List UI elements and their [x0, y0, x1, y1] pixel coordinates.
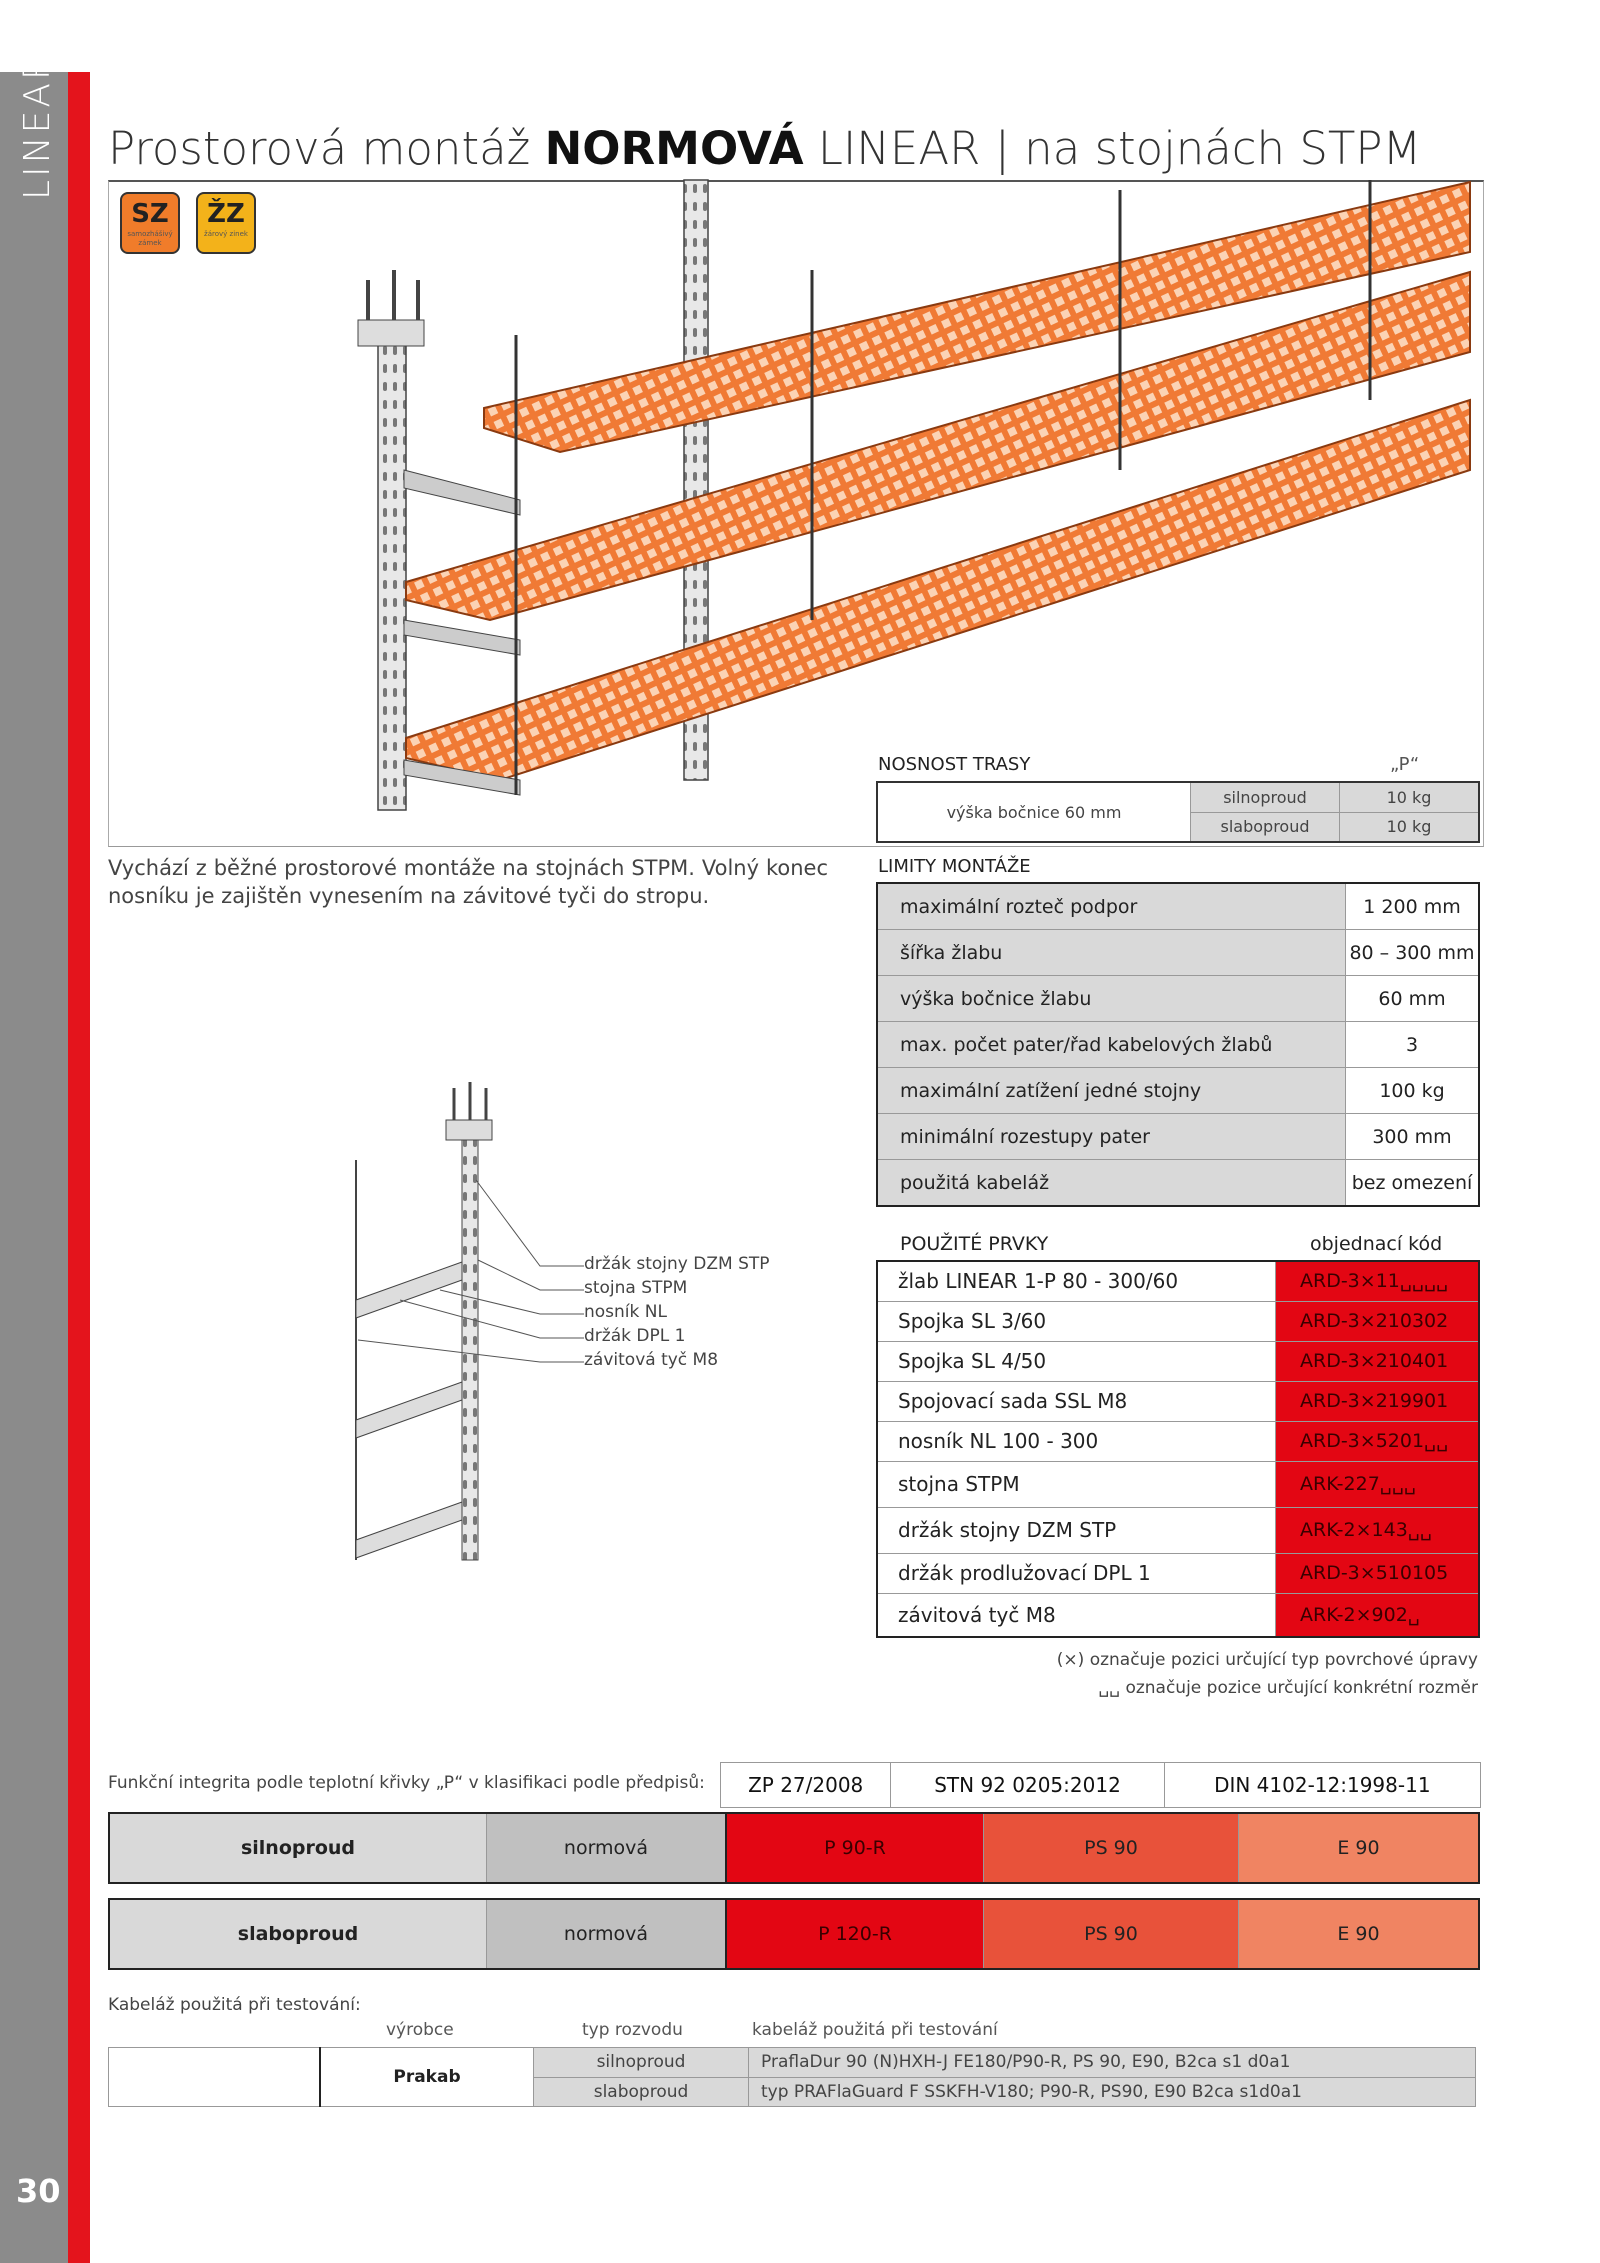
kabelaz-label: Kabeláž použitá při testování: [108, 1995, 361, 2015]
prvek-code: ARK-2×902␣ [1276, 1593, 1480, 1637]
fi-value-stn: PS 90 [984, 1899, 1239, 1969]
limity-row [877, 1114, 1479, 1160]
kab-type: slaboproud [534, 2077, 749, 2107]
limity-label: maximální rozteč podpor [877, 883, 1346, 930]
standard-din: DIN 4102-12:1998-11 [1164, 1763, 1480, 1808]
prvek-code: ARK-2×143␣␣ [1276, 1507, 1480, 1553]
fi-mode: normová [487, 1899, 727, 1969]
fi-value-zp: P 120-R [726, 1899, 984, 1969]
prvek-label: držák prodlužovací DPL 1 [877, 1553, 1276, 1593]
limity-value: 60 mm [1346, 976, 1480, 1022]
prvek-label: závitová tyč M8 [877, 1593, 1276, 1637]
funkcni-row-slaboproud [108, 1898, 1480, 1970]
limity-value: 100 kg [1346, 1068, 1480, 1114]
prvky-row [877, 1421, 1479, 1461]
limity-label: maximální zatížení jedné stojny [877, 1068, 1346, 1114]
badge-code: ŽZ [207, 199, 245, 229]
limity-title: LIMITY MONTÁŽE [878, 856, 1031, 877]
prvky-row [877, 1301, 1479, 1341]
funkcni-label: Funkční integrita podle teplotní křivky „P“ v klasifikaci podle předpisů: [108, 1773, 705, 1793]
fi-value-stn: PS 90 [984, 1813, 1239, 1883]
prvek-code: ARD-3×210401 [1276, 1341, 1480, 1381]
prvek-label: nosník NL 100 - 300 [877, 1421, 1276, 1461]
kab-type: silnoproud [534, 2048, 749, 2078]
badge-code: SZ [131, 199, 169, 229]
fi-value-zp: P 90-R [726, 1813, 984, 1883]
prvek-label: Spojka SL 3/60 [877, 1301, 1276, 1341]
prvek-label: Spojka SL 4/50 [877, 1341, 1276, 1381]
callout-nosnik: nosník NL [584, 1302, 667, 1322]
prvek-label: držák stojny DZM STP [877, 1507, 1276, 1553]
title-part-2: LINEAR | na stojnách STPM [803, 122, 1422, 175]
prvek-label: stojna STPM [877, 1461, 1276, 1507]
standard-stn: STN 92 0205:2012 [891, 1763, 1164, 1808]
prvek-code: ARD-3×510105 [1276, 1553, 1480, 1593]
prvek-code: ARK-227␣␣␣ [1276, 1461, 1480, 1507]
page-number: 30 [16, 2172, 61, 2210]
kab-cable: PraflaDur 90 (N)HXH-J FE180/P90-R, PS 90, E90, B2ca s1 d0a1 [749, 2048, 1476, 2078]
detail-post [462, 1140, 478, 1560]
kab-cable: typ PRAFlaGuard F SSKFH-V180; P90-R, PS90, E90 B2ca s1d0a1 [749, 2077, 1476, 2107]
nosnost-type: silnoproud [1191, 782, 1340, 812]
note-surface: (×) označuje pozici určující typ povrchové úpravy [1056, 1650, 1478, 1670]
kabelaz-header-typ: typ rozvodu [582, 2020, 683, 2040]
nosnost-value: 10 kg [1340, 782, 1480, 812]
limity-value: 3 [1346, 1022, 1480, 1068]
callout-drzak-stojny: držák stojny DZM STP [584, 1254, 770, 1274]
prvek-code: ARD-3×210302 [1276, 1301, 1480, 1341]
prvky-row [877, 1553, 1479, 1593]
prvek-code: ARD-3×219901 [1276, 1381, 1480, 1421]
prvky-row [877, 1261, 1479, 1301]
limity-row [877, 976, 1479, 1022]
post-front [378, 340, 406, 810]
nosnost-col-header: „P“ [1390, 754, 1420, 775]
kab-empty-cell [109, 2048, 321, 2107]
badge-caption: samozhášivý zámek [127, 230, 173, 247]
fi-type: slaboproud [109, 1899, 487, 1969]
limity-row [877, 883, 1479, 930]
prvky-code-header: objednací kód [1310, 1233, 1443, 1255]
funkcni-row-silnoproud [108, 1812, 1480, 1884]
fi-value-din: E 90 [1239, 1813, 1480, 1883]
prvky-row [877, 1381, 1479, 1421]
nosnost-value: 10 kg [1340, 812, 1480, 842]
kab-vyrobce: Prakab [320, 2048, 534, 2107]
standard-zp: ZP 27/2008 [721, 1763, 891, 1808]
title-part-1: Prostorová montáž [108, 122, 545, 175]
limity-table [876, 882, 1480, 1207]
nosnost-row-label: výška bočnice 60 mm [877, 782, 1191, 842]
title-bold: NORMOVÁ [544, 122, 804, 175]
description: Vychází z běžné prostorové montáže na stojnách STPM. Volný konec nosníku je zajištěn vynesením na závitové tyči do stropu. [108, 856, 828, 908]
limity-value: 1 200 mm [1346, 883, 1480, 930]
limity-label: šířka žlabu [877, 930, 1346, 976]
kabelaz-table [108, 2047, 1476, 2107]
side-section-label: LINEAR [17, 52, 58, 200]
nosnost-title: NOSNOST TRASY [878, 754, 1031, 775]
note-dimension: ␣␣ označuje pozice určující konkrétní rozměr [1098, 1678, 1478, 1698]
limity-row [877, 1068, 1479, 1114]
limity-label: výška bočnice žlabu [877, 976, 1346, 1022]
prvky-row [877, 1461, 1479, 1507]
limity-value: bez omezení [1346, 1160, 1480, 1207]
callout-drzak-dpl: držák DPL 1 [584, 1326, 686, 1346]
nosnost-type: slaboproud [1191, 812, 1340, 842]
prvky-table [876, 1260, 1480, 1638]
prvek-label: Spojovací sada SSL M8 [877, 1381, 1276, 1421]
prvky-row [877, 1341, 1479, 1381]
limity-label: max. počet pater/řad kabelových žlabů [877, 1022, 1346, 1068]
fi-type: silnoproud [109, 1813, 487, 1883]
badge-caption: žárový zinek [204, 230, 248, 238]
limity-label: minimální rozestupy pater [877, 1114, 1346, 1160]
nosnost-table [876, 781, 1480, 843]
kabelaz-header-kabelaz: kabeláž použitá při testování [752, 2020, 998, 2040]
prvky-title: POUŽITÉ PRVKY [900, 1233, 1049, 1255]
kabelaz-header-vyrobce: výrobce [386, 2020, 454, 2040]
limity-row [877, 1160, 1479, 1207]
callout-zavitova-tyc: závitová tyč M8 [584, 1350, 719, 1370]
limity-label: použitá kabeláž [877, 1160, 1346, 1207]
prvek-code: ARD-3×5201␣␣ [1276, 1421, 1480, 1461]
prvky-row [877, 1593, 1479, 1637]
limity-row [877, 930, 1479, 976]
fi-value-din: E 90 [1239, 1899, 1480, 1969]
fi-mode: normová [487, 1813, 727, 1883]
limity-row [877, 1022, 1479, 1068]
post-cap [358, 320, 424, 346]
funkcni-standards [720, 1762, 1481, 1808]
prvky-row [877, 1507, 1479, 1553]
prvek-code: ARD-3×11␣␣␣␣ [1276, 1261, 1480, 1301]
limity-value: 80 – 300 mm [1346, 930, 1480, 976]
limity-value: 300 mm [1346, 1114, 1480, 1160]
prvek-label: žlab LINEAR 1-P 80 - 300/60 [877, 1261, 1276, 1301]
callout-stojna: stojna STPM [584, 1278, 688, 1298]
